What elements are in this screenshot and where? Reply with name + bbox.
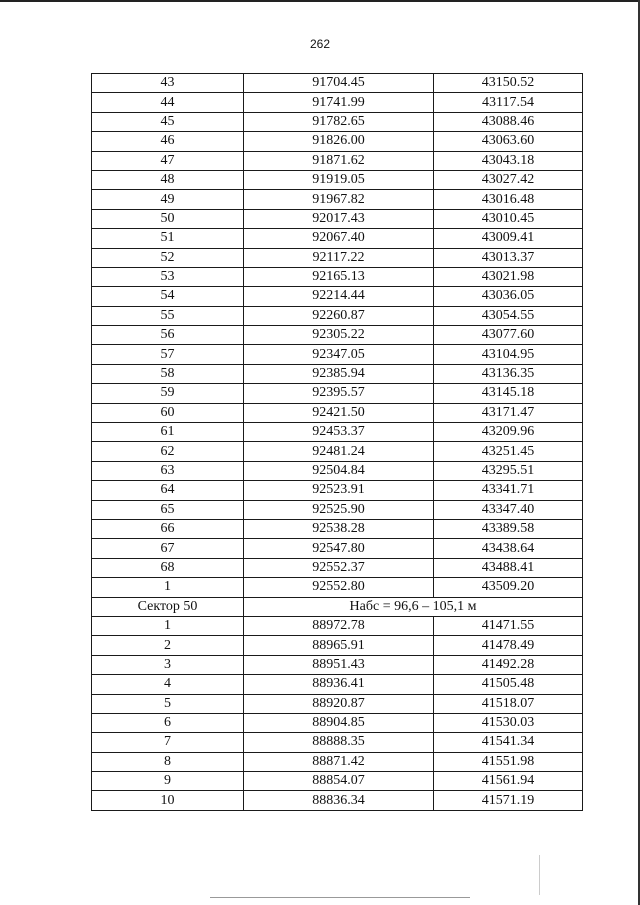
coordinates-table-body [92, 74, 583, 811]
x-coordinate-cell: 92017.43 [244, 209, 434, 228]
point-number-cell: 63 [92, 461, 244, 480]
point-number-cell: 59 [92, 384, 244, 403]
y-coordinate-cell: 43295.51 [434, 461, 583, 480]
point-number-cell: 5 [92, 694, 244, 713]
table-row [92, 112, 583, 131]
point-number-cell: 58 [92, 364, 244, 383]
x-coordinate-cell: 92214.44 [244, 287, 434, 306]
page-top-edge [0, 0, 640, 2]
y-coordinate-cell: 41571.19 [434, 791, 583, 810]
point-number-cell: 52 [92, 248, 244, 267]
table-row [92, 364, 583, 383]
x-coordinate-cell: 92547.80 [244, 539, 434, 558]
x-coordinate-cell: 92523.91 [244, 481, 434, 500]
x-coordinate-cell: 88951.43 [244, 655, 434, 674]
point-number-cell: 46 [92, 132, 244, 151]
x-coordinate-cell: 88854.07 [244, 772, 434, 791]
x-coordinate-cell: 92552.37 [244, 558, 434, 577]
y-coordinate-cell: 43088.46 [434, 112, 583, 131]
point-number-cell: 64 [92, 481, 244, 500]
table-row [92, 539, 583, 558]
sector-header-row [92, 597, 583, 616]
y-coordinate-cell: 41530.03 [434, 713, 583, 732]
table-row [92, 423, 583, 442]
table-row [92, 248, 583, 267]
table-row [92, 772, 583, 791]
x-coordinate-cell: 88920.87 [244, 694, 434, 713]
table-row [92, 481, 583, 500]
table-row [92, 403, 583, 422]
table-row [92, 306, 583, 325]
point-number-cell: 3 [92, 655, 244, 674]
y-coordinate-cell: 43209.96 [434, 423, 583, 442]
x-coordinate-cell: 91919.05 [244, 170, 434, 189]
x-coordinate-cell: 92165.13 [244, 267, 434, 286]
y-coordinate-cell: 43043.18 [434, 151, 583, 170]
y-coordinate-cell: 43438.64 [434, 539, 583, 558]
y-coordinate-cell: 43054.55 [434, 306, 583, 325]
x-coordinate-cell: 88836.34 [244, 791, 434, 810]
table-row [92, 616, 583, 635]
x-coordinate-cell: 91741.99 [244, 93, 434, 112]
point-number-cell: 55 [92, 306, 244, 325]
point-number-cell: 43 [92, 74, 244, 93]
x-coordinate-cell: 88904.85 [244, 713, 434, 732]
x-coordinate-cell: 88936.41 [244, 675, 434, 694]
point-number-cell: 68 [92, 558, 244, 577]
table-row [92, 267, 583, 286]
x-coordinate-cell: 92067.40 [244, 229, 434, 248]
x-coordinate-cell: 92453.37 [244, 423, 434, 442]
point-number-cell: 47 [92, 151, 244, 170]
y-coordinate-cell: 43117.54 [434, 93, 583, 112]
point-number-cell: 51 [92, 229, 244, 248]
x-coordinate-cell: 88871.42 [244, 752, 434, 771]
y-coordinate-cell: 41471.55 [434, 616, 583, 635]
x-coordinate-cell: 92504.84 [244, 461, 434, 480]
table-row [92, 752, 583, 771]
y-coordinate-cell: 43010.45 [434, 209, 583, 228]
point-number-cell: 50 [92, 209, 244, 228]
point-number-cell: 65 [92, 500, 244, 519]
y-coordinate-cell: 43136.35 [434, 364, 583, 383]
y-coordinate-cell: 41518.07 [434, 694, 583, 713]
point-number-cell: 67 [92, 539, 244, 558]
y-coordinate-cell: 43063.60 [434, 132, 583, 151]
y-coordinate-cell: 43016.48 [434, 190, 583, 209]
table-row [92, 384, 583, 403]
x-coordinate-cell: 91967.82 [244, 190, 434, 209]
page-number: 262 [309, 37, 331, 51]
sector-label: Сектор 50 [92, 597, 244, 616]
table-row [92, 345, 583, 364]
table-row [92, 190, 583, 209]
table-row [92, 694, 583, 713]
table-row [92, 791, 583, 810]
x-coordinate-cell: 91826.00 [244, 132, 434, 151]
point-number-cell: 4 [92, 675, 244, 694]
y-coordinate-cell: 43150.52 [434, 74, 583, 93]
y-coordinate-cell: 41551.98 [434, 752, 583, 771]
table-row [92, 733, 583, 752]
table-row [92, 74, 583, 93]
point-number-cell: 8 [92, 752, 244, 771]
point-number-cell: 61 [92, 423, 244, 442]
table-row [92, 578, 583, 597]
point-number-cell: 66 [92, 519, 244, 538]
x-coordinate-cell: 92421.50 [244, 403, 434, 422]
y-coordinate-cell: 43341.71 [434, 481, 583, 500]
y-coordinate-cell: 43389.58 [434, 519, 583, 538]
table-row [92, 132, 583, 151]
table-row [92, 170, 583, 189]
point-number-cell: 2 [92, 636, 244, 655]
table-row [92, 93, 583, 112]
x-coordinate-cell: 92525.90 [244, 500, 434, 519]
x-coordinate-cell: 92538.28 [244, 519, 434, 538]
point-number-cell: 56 [92, 326, 244, 345]
x-coordinate-cell: 92481.24 [244, 442, 434, 461]
x-coordinate-cell: 88972.78 [244, 616, 434, 635]
y-coordinate-cell: 43013.37 [434, 248, 583, 267]
x-coordinate-cell: 92260.87 [244, 306, 434, 325]
y-coordinate-cell: 43104.95 [434, 345, 583, 364]
y-coordinate-cell: 41561.94 [434, 772, 583, 791]
y-coordinate-cell: 41478.49 [434, 636, 583, 655]
y-coordinate-cell: 43009.41 [434, 229, 583, 248]
table-row [92, 713, 583, 732]
point-number-cell: 7 [92, 733, 244, 752]
point-number-cell: 45 [92, 112, 244, 131]
x-coordinate-cell: 92117.22 [244, 248, 434, 267]
x-coordinate-cell: 88965.91 [244, 636, 434, 655]
table-row [92, 675, 583, 694]
y-coordinate-cell: 43171.47 [434, 403, 583, 422]
coordinates-table [91, 73, 583, 811]
point-number-cell: 1 [92, 578, 244, 597]
table-row [92, 655, 583, 674]
point-number-cell: 9 [92, 772, 244, 791]
x-coordinate-cell: 92305.22 [244, 326, 434, 345]
point-number-cell: 44 [92, 93, 244, 112]
table-row [92, 500, 583, 519]
point-number-cell: 49 [92, 190, 244, 209]
x-coordinate-cell: 91704.45 [244, 74, 434, 93]
point-number-cell: 62 [92, 442, 244, 461]
y-coordinate-cell: 43036.05 [434, 287, 583, 306]
point-number-cell: 54 [92, 287, 244, 306]
y-coordinate-cell: 43077.60 [434, 326, 583, 345]
point-number-cell: 1 [92, 616, 244, 635]
margin-scan-mark [539, 855, 540, 895]
table-row [92, 209, 583, 228]
table-row [92, 326, 583, 345]
y-coordinate-cell: 43488.41 [434, 558, 583, 577]
y-coordinate-cell: 43251.45 [434, 442, 583, 461]
y-coordinate-cell: 41541.34 [434, 733, 583, 752]
point-number-cell: 53 [92, 267, 244, 286]
x-coordinate-cell: 92395.57 [244, 384, 434, 403]
table-row [92, 519, 583, 538]
y-coordinate-cell: 41492.28 [434, 655, 583, 674]
point-number-cell: 57 [92, 345, 244, 364]
table-row [92, 287, 583, 306]
point-number-cell: 6 [92, 713, 244, 732]
table-row [92, 636, 583, 655]
table-row [92, 151, 583, 170]
bottom-scan-line [210, 897, 470, 898]
x-coordinate-cell: 92385.94 [244, 364, 434, 383]
x-coordinate-cell: 92347.05 [244, 345, 434, 364]
y-coordinate-cell: 43509.20 [434, 578, 583, 597]
table-row [92, 442, 583, 461]
x-coordinate-cell: 91871.62 [244, 151, 434, 170]
sector-height-range: Набс = 96,6 – 105,1 м [244, 597, 583, 616]
y-coordinate-cell: 43347.40 [434, 500, 583, 519]
x-coordinate-cell: 88888.35 [244, 733, 434, 752]
table-row [92, 229, 583, 248]
x-coordinate-cell: 92552.80 [244, 578, 434, 597]
table-row [92, 558, 583, 577]
y-coordinate-cell: 41505.48 [434, 675, 583, 694]
point-number-cell: 10 [92, 791, 244, 810]
y-coordinate-cell: 43145.18 [434, 384, 583, 403]
y-coordinate-cell: 43021.98 [434, 267, 583, 286]
point-number-cell: 60 [92, 403, 244, 422]
point-number-cell: 48 [92, 170, 244, 189]
x-coordinate-cell: 91782.65 [244, 112, 434, 131]
y-coordinate-cell: 43027.42 [434, 170, 583, 189]
table-row [92, 461, 583, 480]
